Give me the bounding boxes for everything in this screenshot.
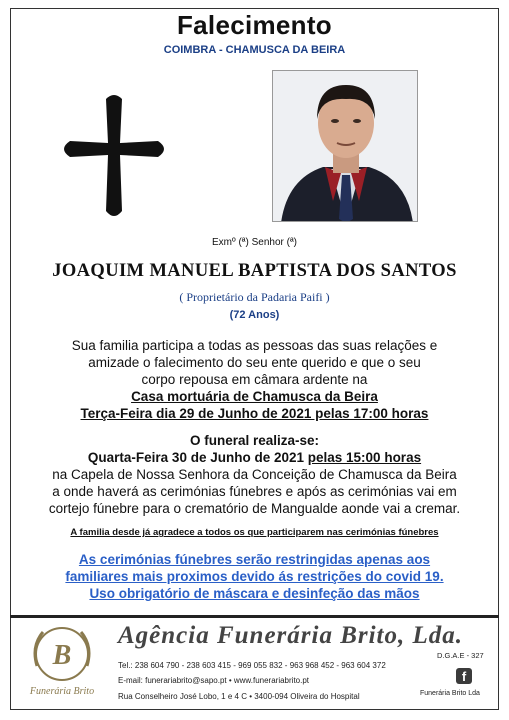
deceased-age: (72 Anos) (229, 309, 280, 321)
cross-icon (58, 93, 170, 221)
notice-paragraph (0, 337, 509, 422)
family-thanks: A familia desde já agradece a todos os que participarem nas cerimónias fúnebres (70, 527, 439, 538)
agency-dgae: D.G.A.E - 327 (437, 651, 484, 660)
deceased-name: JOAQUIM MANUEL BAPTISTA DOS SANTOS (52, 261, 457, 281)
notice-line: corpo repousa em câmara ardente na (141, 372, 368, 387)
agency-name: Agência Funerária Brito, Lda. (118, 622, 464, 649)
notice-location: COIMBRA - CHAMUSCA DA BEIRA (163, 44, 346, 56)
deceased-portrait (272, 70, 418, 222)
honorific: Exmº (ª) Senhor (ª) (212, 237, 297, 248)
logo-text: Funerária Brito (29, 686, 95, 697)
facebook-icon[interactable]: f (456, 668, 472, 684)
notice-title: Falecimento (176, 10, 332, 40)
agency-email-web: E-mail: funerariabrito@sapo.pt • www.funerariabrito.pt (118, 676, 310, 685)
logo-initial: B (52, 640, 72, 671)
funeral-line: cortejo fúnebre para o crematório de Mangualde aonde vai a cremar. (48, 501, 461, 516)
covid-notice (0, 551, 509, 602)
funeral-date-line (0, 449, 509, 466)
deceased-role: ( Proprietário da Padaria Paifi ) (179, 290, 330, 304)
funeral-date: Quarta-Feira 30 de Junho de 2021 (87, 450, 304, 465)
agency-logo (25, 620, 99, 700)
agency-phone: Tel.: 238 604 790 - 238 603 415 - 969 055 832 - 963 968 452 - 963 604 372 (118, 661, 386, 670)
wake-date: Terça-Feira dia 29 de Junho de 2021 pelas 17:00 horas (80, 406, 429, 421)
funeral-line: na Capela de Nossa Senhora da Conceição de Chamusca da Beira (52, 467, 457, 482)
facebook-name: Funerária Brito Lda (420, 690, 480, 697)
funeral-line: a onde haverá as cerimónias fúnebres e após as cerimónias vai em (52, 484, 457, 499)
covid-line: familiares mais proximos devido ás restrições do covid 19. (65, 569, 444, 584)
notice-line: amizade o falecimento do seu ente querido e que o seu (88, 355, 421, 370)
funeral-time: pelas 15:00 horas (307, 450, 422, 465)
covid-line: As cerimónias fúnebres serão restringidas apenas aos (78, 552, 431, 567)
footer-divider (10, 615, 499, 618)
covid-line: Uso obrigatório de máscara e desinfeção das mãos (89, 586, 420, 601)
funeral-heading: O funeral realiza-se: (189, 433, 320, 448)
agency-address: Rua Conselheiro José Lobo, 1 e 4 C • 3400-094 Oliveira do Hospital (118, 692, 360, 701)
notice-line: Sua familia participa a todas as pessoas das suas relações e (71, 338, 438, 353)
funeral-paragraph (0, 432, 509, 517)
wake-location: Casa mortuária de Chamusca da Beira (131, 389, 378, 404)
